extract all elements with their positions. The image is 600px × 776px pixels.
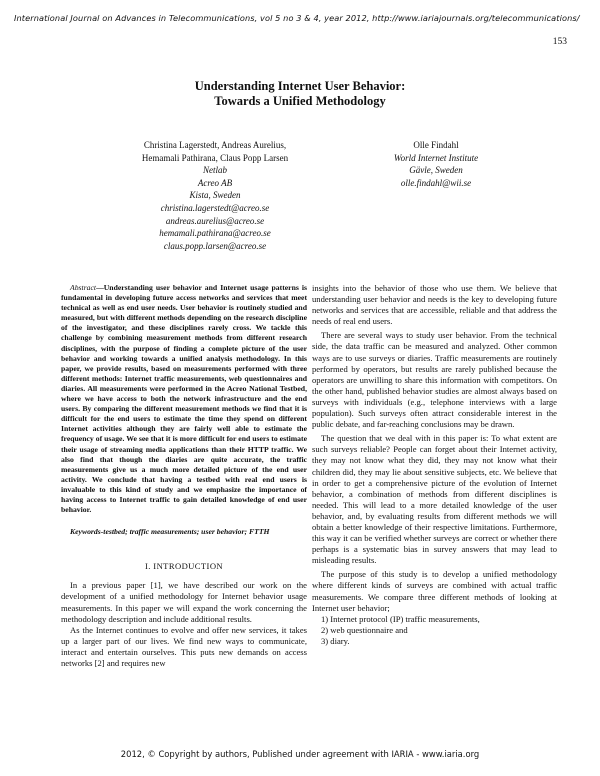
author-email: hemamali.pathirana@acreo.se (159, 228, 271, 239)
section-heading-introduction: I. INTRODUCTION (144, 561, 224, 572)
list-item: 3) diary. (321, 635, 350, 646)
abstract-label: Abstract (70, 283, 97, 292)
paper-title-line-1: Understanding Internet User Behavior: (194, 79, 406, 93)
page-number: 153 (552, 37, 567, 47)
journal-header: International Journal on Advances in Telecommunications, vol 5 no 3 & 4, year 2012, http://www.iariajournals.org/telecommunications/ (14, 13, 580, 23)
paragraph: In a previous paper [1], we have described our work on the development of a unified methodology for Internet behavior usage measurements. In this paper we will expand the work concerning the methodology description and include additional results. (61, 580, 307, 624)
abstract (61, 283, 307, 515)
author-affiliation: Gävle, Sweden (409, 165, 463, 176)
author-email: andreas.aurelius@acreo.se (165, 215, 265, 226)
paragraph: The purpose of this study is to develop a unified methodology where different kinds of surveys are combined with actual traffic measurements. We compare three different methods of looking at Internet user behavior; (312, 569, 557, 613)
list-item: 1) Internet protocol (IP) traffic measurements, (321, 613, 480, 624)
author-names: Hemamali Pathirana, Claus Popp Larsen (141, 152, 289, 163)
paragraph: As the Internet continues to evolve and offer new services, it takes up a larger part of our lives. We find new ways to communicate, interact and entertain ourselves. This puts new demands on access networks [2] and requires new (61, 624, 307, 668)
paragraph: insights into the behavior of those who use them. We believe that understanding user behavior and needs is the key to developing future networks and services that are accessible, reliable and that address the needs of real end users. (312, 283, 557, 327)
paragraph: The question that we deal with in this paper is: To what extent are such surveys reliable? People can forget about their Internet activity, they may not know what they did, they may not know what their children did, they may lie about sensitive subjects, etc. We believe that in order to get a comprehensive picture of the evolution of Internet behavior, a combination of methods from different disciplines is needed. This will lead to a more detailed knowledge of the user behavior, and, by evaluating results from different methods we will obtain a better knowledge of their respective limitations. Furthermore, this way it can be verified whether surveys are correct or whether there perhaps is a systematic bias in survey answers that may lead to misleading results. (312, 433, 557, 566)
author-names: Christina Lagerstedt, Andreas Aurelius, (143, 140, 287, 150)
author-email: olle.findahl@wii.se (400, 177, 472, 188)
author-affiliation: World Internet Institute (393, 152, 479, 163)
author-affiliation: Netlab (203, 165, 227, 176)
paragraph: There are several ways to study user behavior. From the technical side, the data traffic can be measured and analyzed. Other common ways are to use surveys or diaries. Traffic measurements are routinely performed by operators, but results are rarely published because the operators are unwilling to share this information with competitors. On the other hand, published behavior studies are almost always based on surveys with individuals (e.g., telephone interviews with a large population). Such surveys often attract considerable interest in the public debate, and far-reaching conclusions may be drawn. (312, 330, 557, 430)
copyright-footer: 2012, © Copyright by authors, Published under agreement with IARIA - www.iaria.org (120, 749, 480, 759)
author-block-left (115, 139, 315, 252)
left-column (61, 283, 307, 669)
author-affiliation: Kista, Sweden (189, 190, 241, 201)
abstract-text: —Understanding user behavior and Internet usage patterns is fundamental in developing future access networks and services that meet technical as well as end user needs. User behavior is routinely studied and measured, but with different methods depending on the research discipline of the investigator, and these disciplines rarely cross. We tackle this challenge by combining measurement methods from different research disciplines, with the purpose of finding a complete picture of the user behavior and working towards a unified analysis methodology. In this paper, we provide results, based on measurements performed with three different methods: Internet traffic measurements, web questionnaires and diaries. All measurements were performed in the Acreo National Testbed, where we have access to both the network infrastructure and the end users. By comparing the different measurement methods we find that it is difficult for the end users to estimate the time they spend on different Internet activities although they are fairly well able to estimate the frequency of usage. We see that it is more difficult for end users to estimate their usage of streaming media applications than their HTTP traffic. We also find that though the diaries are quite accurate, the traffic measurements give us a much more detailed picture of the end user activity. We conclude that having a testbed with real end users is invaluable to this kind of study and we emphasize the importance of having access to Internet traffic to gain detailed knowledge of end user behavior. (61, 283, 307, 515)
author-name: Olle Findahl (413, 140, 459, 150)
paper-title-line-2: Towards a Unified Methodology (214, 94, 386, 108)
author-block-right (356, 139, 516, 189)
list-item: 2) web questionnaire and (321, 624, 408, 635)
keywords: Keywords-testbed; traffic measurements; user behavior; FTTH (70, 527, 270, 537)
author-email: claus.popp.larsen@acreo.se (163, 240, 267, 251)
author-email: christina.lagerstedt@acreo.se (160, 202, 270, 213)
right-column (312, 283, 557, 647)
author-affiliation: Acreo AB (197, 177, 233, 188)
